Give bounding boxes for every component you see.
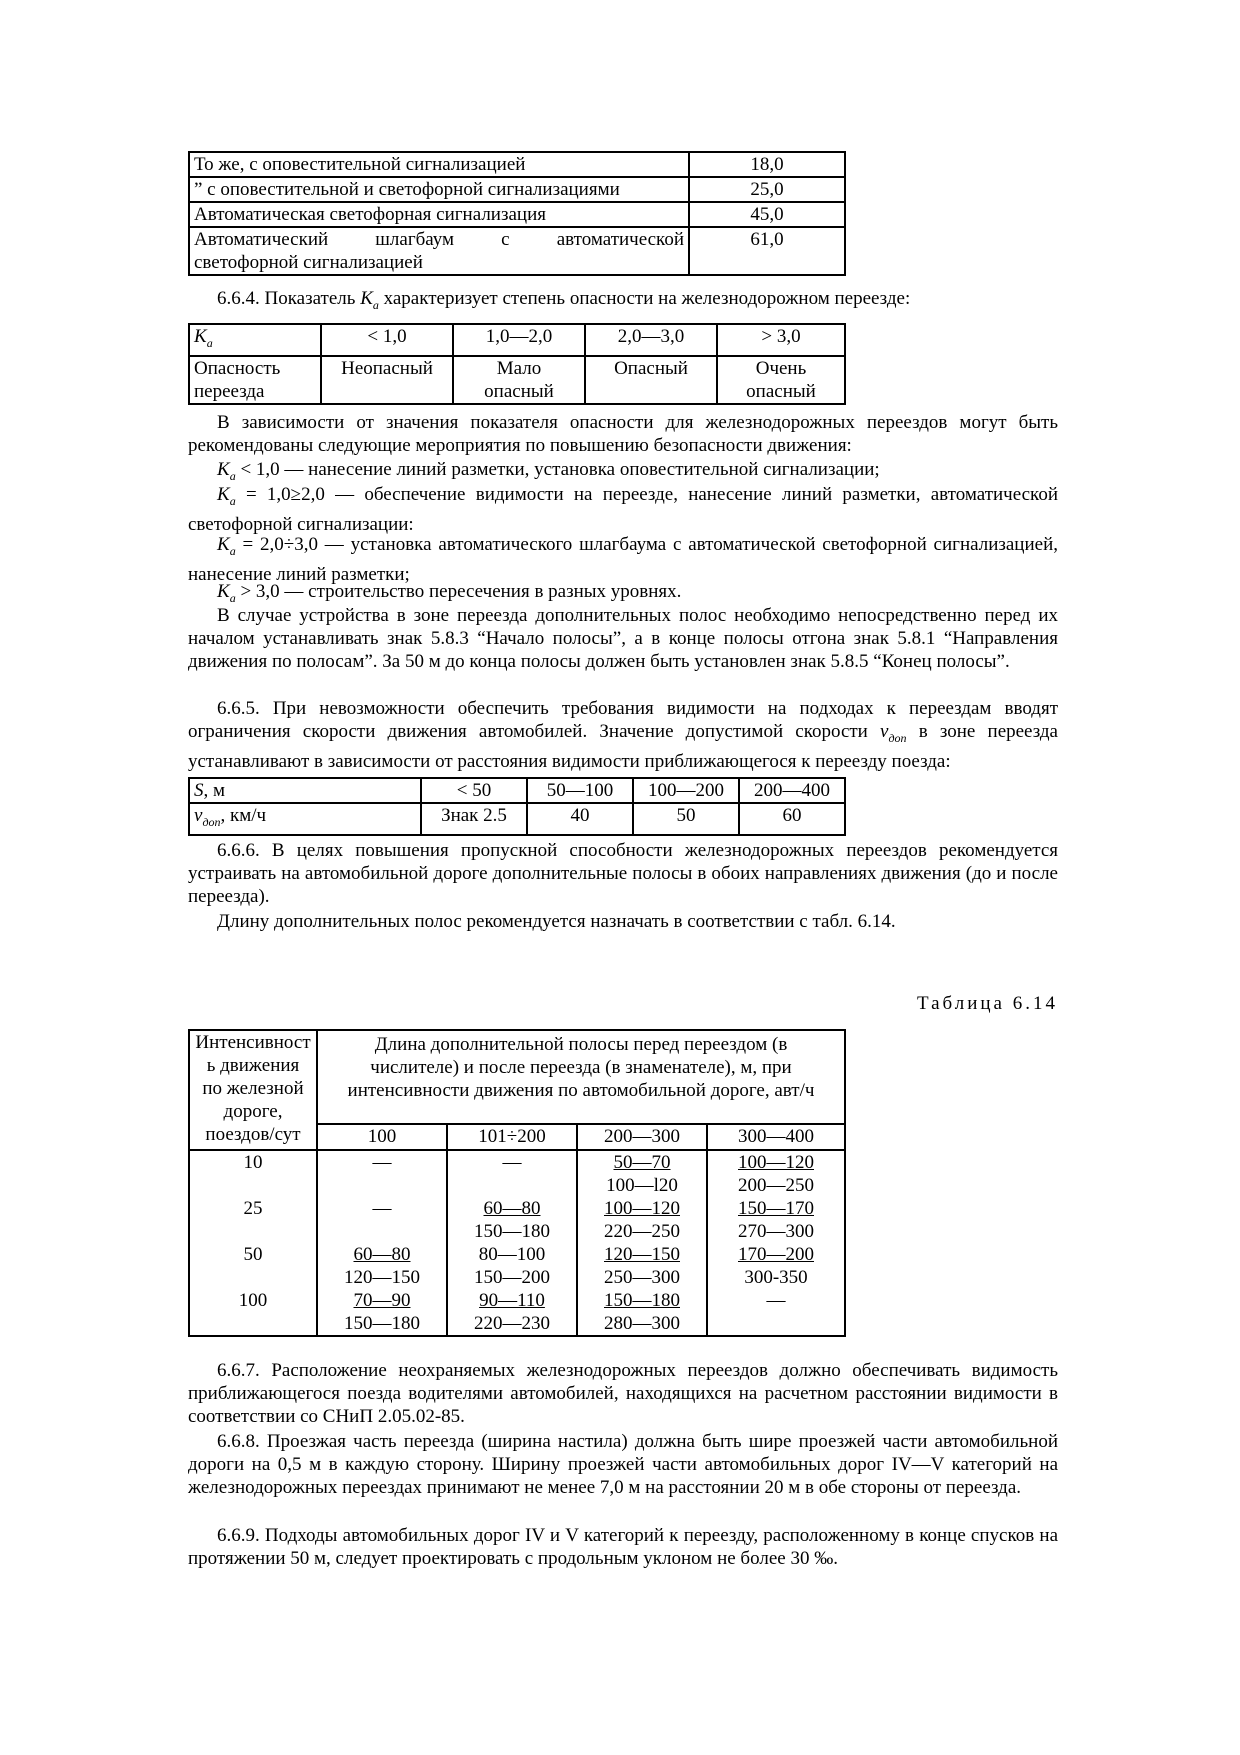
cell-line: 100—120 xyxy=(604,1198,680,1219)
cell-line: светофорной сигнализацией xyxy=(194,252,423,273)
subscript: а xyxy=(206,335,213,350)
paragraph-666: 6.6.6. В целях повышения пропускной способности железнодорожных переездов рекомендуется устраивать на автомобильной дороге дополнительные полосы в обоих направлениях движения (до и после переезда). xyxy=(188,840,1058,907)
table-cell: 200—400 xyxy=(739,778,845,803)
table-row xyxy=(189,227,845,275)
cell-line: Опасность xyxy=(194,357,281,379)
paragraph-664 xyxy=(188,287,1058,317)
table-cell xyxy=(189,324,321,356)
unit: , м xyxy=(203,780,226,801)
table-cell xyxy=(577,1150,707,1197)
cell-line: 100—120 xyxy=(738,1152,814,1173)
cell-line: 60—80 xyxy=(483,1198,541,1219)
table-cell: То же, с оповестительной сигнализацией xyxy=(189,152,689,177)
cell-line: опасный xyxy=(746,380,816,402)
cell-line: поездов/сут xyxy=(205,1124,301,1145)
cell-line: 25 xyxy=(243,1198,263,1219)
header-train-intensity xyxy=(189,1030,317,1150)
table-cell xyxy=(189,803,421,835)
text: = 2,0÷3,0 — установка автоматического шлагбаума с автоматической светофорной сигнализацией, нанесение линий разметки; xyxy=(188,534,1058,585)
table-cell xyxy=(317,1289,447,1336)
cell-line: 100—l20 xyxy=(606,1175,678,1196)
speed-table xyxy=(188,777,846,836)
text: > 3,0 — строительство пересечения в разных уровнях. xyxy=(235,581,682,602)
symbol: K xyxy=(217,484,230,505)
symbol: K xyxy=(194,326,207,347)
cell-line: Длина дополнительной полосы перед переездом (в xyxy=(374,1034,788,1055)
table-row xyxy=(189,1289,845,1336)
table-cell: < 1,0 xyxy=(321,324,453,356)
table-cell: Знак 2.5 xyxy=(421,803,527,835)
cell-line: 120—150 xyxy=(604,1244,680,1265)
table-cell: 50 xyxy=(633,803,739,835)
cell-line: 150—180 xyxy=(474,1221,550,1242)
table-cell: 1,0—2,0 xyxy=(453,324,585,356)
table-cell: Неопасный xyxy=(321,356,453,404)
cell-line: по железной xyxy=(202,1078,304,1099)
table-cell: 40 xyxy=(527,803,633,835)
table-cell xyxy=(453,356,585,404)
table-row xyxy=(189,778,845,803)
subscript: доп xyxy=(202,814,221,829)
table-title: Таблица 6.14 xyxy=(916,993,1058,1014)
table-cell xyxy=(189,1150,317,1197)
table-cell xyxy=(707,1150,845,1197)
measure-2 xyxy=(188,483,1058,536)
table-cell xyxy=(189,356,321,404)
table-cell: 25,0 xyxy=(689,177,845,202)
table-cell xyxy=(707,1289,845,1336)
table-cell: 100—200 xyxy=(633,778,739,803)
symbol: K xyxy=(217,534,230,555)
cell-line: 300-350 xyxy=(744,1267,808,1288)
measure-3 xyxy=(188,533,1058,586)
paragraph-667: 6.6.7. Расположение неохраняемых железнодорожных переездов должно обеспечивать видимость приближающегося поезда водителями автомобилей, находящихся на расчетном расстоянии видимости в соответствии со СНиП 2.05.02-85. xyxy=(188,1360,1058,1427)
table-cell xyxy=(577,1197,707,1243)
cell-line: опасный xyxy=(484,380,554,402)
table-cell xyxy=(717,356,845,404)
table-cell xyxy=(189,1289,317,1336)
table-cell xyxy=(189,227,689,275)
table-row xyxy=(189,1243,845,1289)
table-cell: > 3,0 xyxy=(717,324,845,356)
table-cell xyxy=(707,1243,845,1289)
table-614 xyxy=(188,1029,846,1337)
subscript: а xyxy=(229,468,236,483)
cell-line: Автоматический шлагбаум с автоматической xyxy=(194,229,684,250)
table-cell xyxy=(577,1243,707,1289)
symbol: v xyxy=(880,721,889,742)
paragraph: В зависимости от значения показателя опасности для железнодорожных переездов могут быть рекомендованы следующие мероприятия по повышению безопасности движения: xyxy=(188,412,1058,456)
cell-line: 170—200 xyxy=(738,1244,814,1265)
table-cell: Автоматическая светофорная сигнализация xyxy=(189,202,689,227)
table-cell xyxy=(447,1150,577,1197)
cell-line: Очень xyxy=(755,357,807,379)
table-cell xyxy=(317,1197,447,1243)
table-cell xyxy=(447,1289,577,1336)
subscript: а xyxy=(229,493,236,508)
cell-line: — xyxy=(372,1198,392,1219)
cell-line: дороге, xyxy=(223,1101,283,1122)
hazard-table xyxy=(188,323,846,405)
cell-line: 10 xyxy=(243,1152,263,1173)
cell-line: 70—90 xyxy=(353,1290,411,1311)
text: 6.6.4. Показатель xyxy=(217,288,361,309)
text: 6.6.5. При невозможности обеспечить требования видимости на подходах к переездам вводят ограничения скорости движения автомобилей. Значение допустимой скорости xyxy=(188,698,1058,742)
cell-line: — xyxy=(766,1290,786,1311)
column-header: 300—400 xyxy=(707,1124,845,1150)
symbol: S xyxy=(194,780,204,801)
cell-line: 50—70 xyxy=(613,1152,671,1173)
cell-line: Интенсивност xyxy=(195,1032,311,1053)
table-cell: < 50 xyxy=(421,778,527,803)
table-cell xyxy=(447,1243,577,1289)
table-row xyxy=(189,1197,845,1243)
cell-line: 100 xyxy=(238,1290,268,1311)
subscript: доп xyxy=(888,730,907,745)
column-header: 200—300 xyxy=(577,1124,707,1150)
cell-line: интенсивности движения по автомобильной дороге, авт/ч xyxy=(347,1080,815,1101)
paragraph-665 xyxy=(188,697,1058,773)
cell-line: переезда xyxy=(194,380,265,402)
cell-line: 150—200 xyxy=(474,1267,550,1288)
table-cell xyxy=(189,778,421,803)
subscript: а xyxy=(372,297,379,312)
table-row xyxy=(189,324,845,356)
paragraph-668: 6.6.8. Проезжая часть переезда (ширина настила) должна быть шире проезжей части автомобильной дороги на 0,5 м в каждую сторону. Ширину проезжей части автомобильных дорог IV—V категорий на железнодорожных переездах принимают не менее 7,0 м на расстоянии 20 м в обе стороны от переезда. xyxy=(188,1431,1058,1498)
table-cell xyxy=(447,1197,577,1243)
cell-line: 220—250 xyxy=(604,1221,680,1242)
table-row xyxy=(189,177,845,202)
table-cell: 18,0 xyxy=(689,152,845,177)
cell-line: 60—80 xyxy=(353,1244,411,1265)
cell-line: 80—100 xyxy=(478,1244,546,1265)
cell-line xyxy=(321,1174,443,1197)
cell-line xyxy=(451,1174,573,1197)
table-cell: 50—100 xyxy=(527,778,633,803)
paragraph: Длину дополнительных полос рекомендуется назначать в соответствии с табл. 6.14. xyxy=(217,911,896,932)
table-cell xyxy=(317,1243,447,1289)
cell-line: числителе) и после переезда (в знаменателе), м, при xyxy=(370,1057,792,1078)
cell-line: — xyxy=(502,1152,522,1173)
cell-line: 200—250 xyxy=(738,1175,814,1196)
header-lane-length xyxy=(317,1030,845,1124)
table-cell: ” с оповестительной и светофорной сигнализациями xyxy=(189,177,689,202)
cell-line: 50 xyxy=(243,1244,263,1265)
symbol: v xyxy=(194,805,203,826)
table-row xyxy=(189,356,845,404)
symbol: K xyxy=(217,581,230,602)
table-cell: 60 xyxy=(739,803,845,835)
cell-line xyxy=(711,1312,841,1335)
subscript: а xyxy=(229,543,236,558)
table-row xyxy=(189,1150,845,1197)
cell-line xyxy=(321,1220,443,1243)
cell-line: 280—300 xyxy=(604,1313,680,1334)
cell-line: — xyxy=(372,1152,392,1173)
cell-line: 150—180 xyxy=(604,1290,680,1311)
table-cell xyxy=(189,1243,317,1289)
table-row xyxy=(189,202,845,227)
paragraph: В случае устройства в зоне переезда дополнительных полос необходимо непосредственно перед их началом устанавливать знак 5.8.3 “Начало полосы”, а в конце полосы отгона знак 5.8.1 “Направления движения по полосам”. За 50 м до конца полосы должен быть установлен знак 5.8.5 “Конец полосы”. xyxy=(188,605,1058,672)
table-cell xyxy=(189,1197,317,1243)
table-cell: 61,0 xyxy=(689,227,845,275)
paragraph-669: 6.6.9. Подходы автомобильных дорог IV и V категорий к переезду, расположенному в конце спусков на протяжении 50 м, следует проектировать с продольным уклоном не более 30 ‰. xyxy=(188,1525,1058,1569)
cell-line: 150—180 xyxy=(344,1313,420,1334)
table-cell: 45,0 xyxy=(689,202,845,227)
table-cell xyxy=(317,1150,447,1197)
symbol: K xyxy=(360,288,373,309)
text: = 1,0≥2,0 — обеспечение видимости на переезде, нанесение линий разметки, автоматической светофорной сигнализации: xyxy=(188,484,1058,535)
cell-line: 220—230 xyxy=(474,1313,550,1334)
cell-line: 270—300 xyxy=(738,1221,814,1242)
cell-line: 150—170 xyxy=(738,1198,814,1219)
cell-line: Мало xyxy=(496,357,542,379)
table-cell: Опасный xyxy=(585,356,717,404)
subscript: а xyxy=(229,590,236,605)
symbol: K xyxy=(217,459,230,480)
cell-line: 120—150 xyxy=(344,1267,420,1288)
warning-table xyxy=(188,151,846,276)
cell-line: 250—300 xyxy=(604,1267,680,1288)
column-header: 101÷200 xyxy=(447,1124,577,1150)
cell-line: 90—110 xyxy=(479,1290,545,1311)
table-header-row xyxy=(189,1030,845,1124)
text: характеризует степень опасности на железнодорожном переезде: xyxy=(378,288,911,309)
column-header: 100 xyxy=(317,1124,447,1150)
table-cell: 2,0—3,0 xyxy=(585,324,717,356)
table-cell xyxy=(707,1197,845,1243)
text: в зоне переезда устанавливают в зависимости от расстояния видимости приближающегося к переезду поезда: xyxy=(188,721,1058,772)
unit: , км/ч xyxy=(220,805,267,826)
table-cell xyxy=(577,1289,707,1336)
table-row xyxy=(189,803,845,835)
text: < 1,0 — нанесение линий разметки, установка оповестительной сигнализации; xyxy=(235,459,880,480)
table-row xyxy=(189,152,845,177)
cell-line: ь движения xyxy=(206,1055,300,1076)
